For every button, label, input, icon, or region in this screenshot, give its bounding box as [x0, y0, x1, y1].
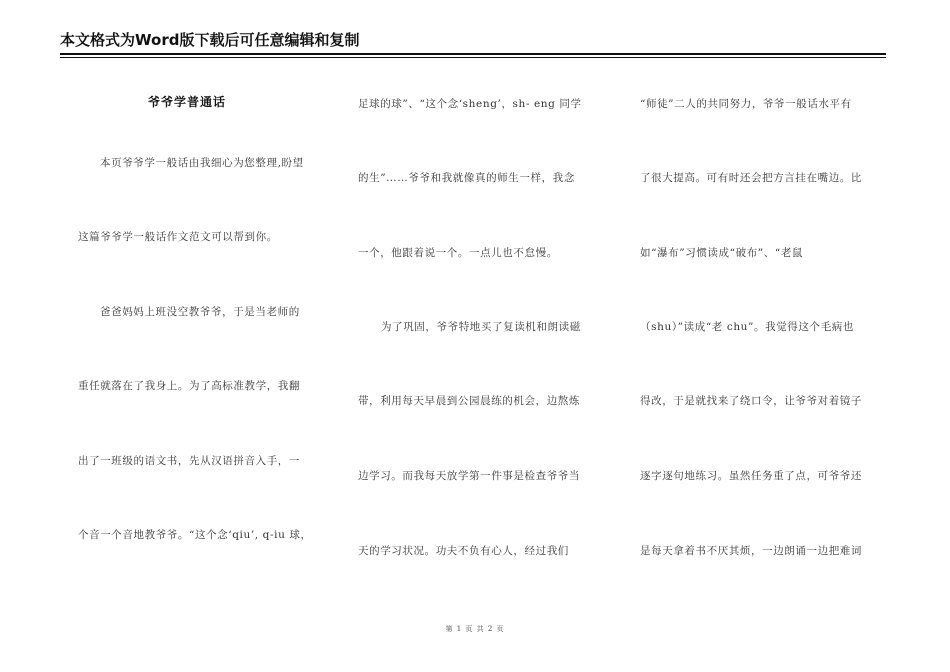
text-line: 边学习。而我每天放学第一件事是检查爷爷当: [358, 470, 580, 482]
document-header: [60, 30, 886, 50]
header-title: 本文格式为Word版下载后可任意编辑和复制: [60, 31, 360, 49]
text-line: 这篇爷爷学一般话作文范文可以帮到你。: [78, 231, 278, 243]
header-rule: [60, 53, 886, 55]
text-line: 为了巩固，爷爷特地买了复读机和朗读磁: [381, 321, 581, 333]
text-line: 重任就落在了我身上。为了高标准教学，我翻: [78, 380, 300, 392]
text-line: （shu）”读成“老 chu”。我觉得这个毛病也: [640, 321, 854, 333]
text-line: 得改，于是就找来了绕口令，让爷爷对着镜子: [640, 395, 862, 407]
page-footer: 第 1 页 共 2 页: [445, 625, 505, 633]
text-line: 天的学习状况。功夫不负有心人，经过我们: [358, 545, 569, 557]
text-line: 带，利用每天早晨到公园晨练的机会，边熬炼: [358, 395, 580, 407]
text-line: 了很大提高。可有时还会把方言挂在嘴边。比: [640, 172, 862, 184]
text-line: 个音一个音地教爷爷。“这个念‘qiu’, q-iu 球，: [78, 529, 312, 541]
text-line: 如“瀑布”习惯读成“破布”、“老鼠: [640, 247, 804, 259]
text-line: “师徒”二人的共同努力，爷爷一般话水平有: [640, 98, 852, 110]
text-line: 爸爸妈妈上班没空教爷爷，于是当老师的: [100, 306, 300, 318]
text-line: 逐字逐句地练习。虽然任务重了点，可爷爷还: [640, 470, 862, 482]
text-line: 出了一班级的语文书，先从汉语拼音入手，一: [78, 455, 300, 467]
text-line: 的生”……爷爷和我就像真的师生一样，我念: [358, 172, 575, 184]
text-line: 本页爷爷学一般话由我细心为您整理,盼望: [100, 157, 304, 169]
document-title: 爷爷学普通话: [148, 95, 227, 109]
text-line: 是每天拿着书不厌其烦，一边朗诵一边把难词: [640, 545, 862, 557]
header-rule-thin: [60, 57, 886, 58]
text-line: 一个，他跟着说一个。一点儿也不怠慢。: [358, 247, 558, 259]
text-line: 足球的球”、“这个念‘sheng’，sh- eng 同学: [358, 98, 582, 110]
